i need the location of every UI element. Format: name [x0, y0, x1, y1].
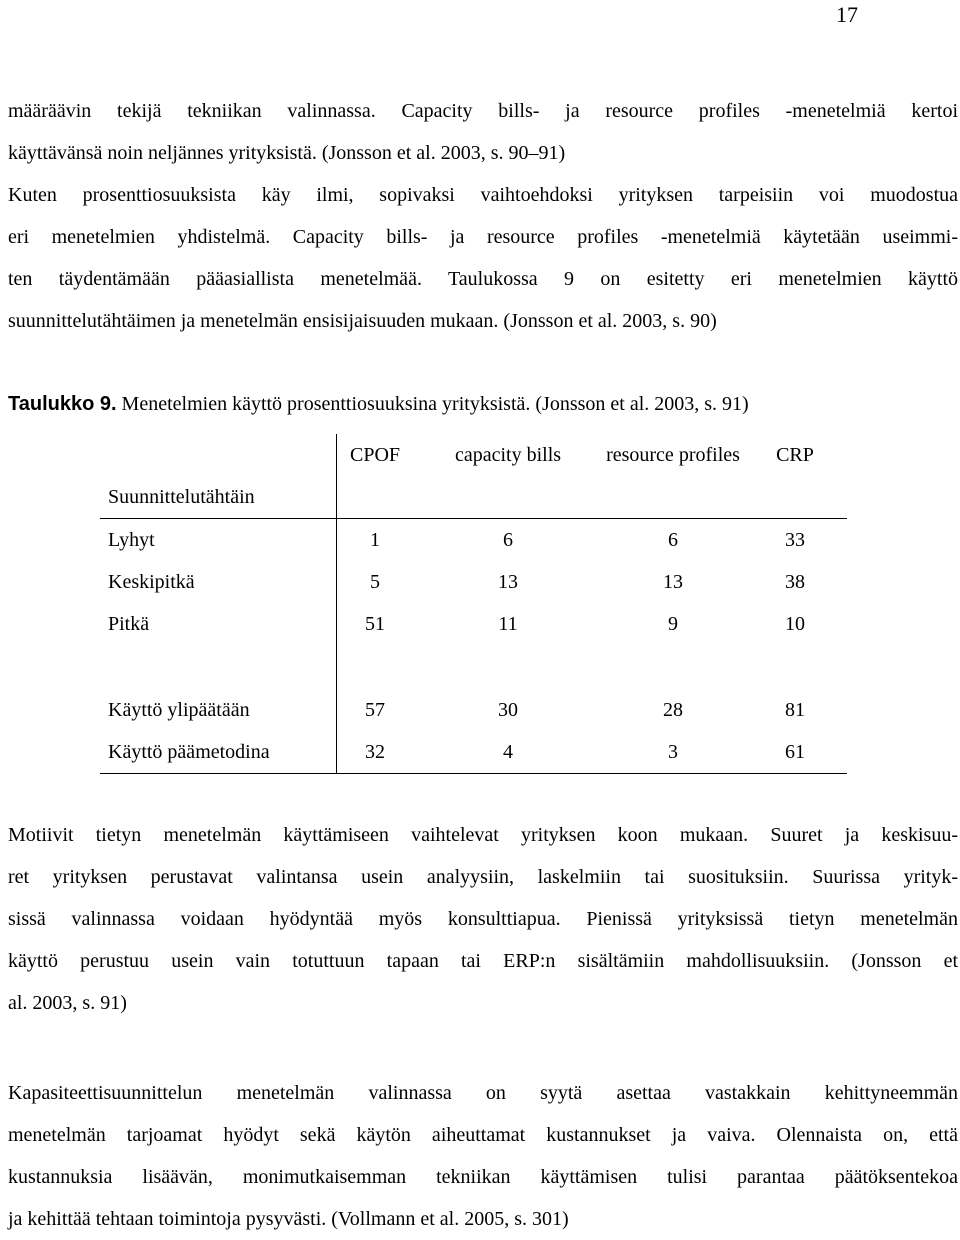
column-header: CPOF [349, 443, 401, 466]
data-table [100, 434, 847, 774]
table-cell: 28 [663, 698, 683, 721]
column-header: resource profiles [606, 443, 740, 466]
row-label: Käyttö ylipäätään [100, 689, 337, 731]
table-cell: 11 [498, 612, 518, 635]
row-label: Lyhyt [100, 519, 337, 562]
paragraph-line: ret yrityksen perustavat valintansa usein analyysiin, laskelmiin tai suosituksiin. Suurissa yrityk- [8, 866, 958, 888]
table-cell: 3 [603, 731, 743, 774]
paragraph-line: Kuten prosenttiosuuksista käy ilmi, sopivaksi vaihtoehdoksi yrityksen tarpeisiin voi muodostua [8, 184, 958, 206]
paragraph-line: käyttävänsä noin neljännes yrityksistä. (Jonsson et al. 2003, s. 90–91) [8, 142, 566, 164]
table-cell: 4 [413, 731, 603, 774]
row-header-title: Suunnittelutähtäin [100, 476, 337, 519]
table-summary-row [100, 731, 847, 774]
paragraph-3 [8, 1072, 958, 1240]
paragraph-line: eri menetelmien yhdistelmä. Capacity bills- ja resource profiles -menetelmiä käytetään useimmi- [8, 226, 958, 248]
table-caption [8, 390, 749, 418]
table-header-row [100, 434, 847, 476]
table-caption-text: Menetelmien käyttö prosenttiosuuksina yrityksistä. (Jonsson et al. 2003, s. 91) [116, 393, 749, 415]
column-header: CRP [776, 443, 814, 466]
paragraph-line: käyttö perustuu usein vain totuttuun tapaan tai ERP:n sisältämiin mahdollisuuksiin. (Jonsson et [8, 950, 958, 972]
table-cell: 6 [668, 528, 678, 551]
table-cell: 30 [498, 698, 518, 721]
table-row [100, 519, 847, 562]
table-row [100, 603, 847, 645]
table-cell: 5 [370, 570, 380, 593]
table-caption-label: Taulukko 9. [8, 393, 117, 415]
table-cell: 13 [663, 570, 683, 593]
table-cell: 61 [743, 731, 847, 774]
paragraph-line: al. 2003, s. 91) [8, 992, 127, 1014]
paragraph-line: Motiivit tietyn menetelmän käyttämiseen vaihtelevat yrityksen koon mukaan. Suuret ja keskisuu- [8, 824, 958, 846]
column-header: capacity bills [454, 443, 562, 466]
table-cell: 6 [503, 528, 513, 551]
paragraph-line: suunnittelutähtäimen ja menetelmän ensisijaisuuden mukaan. (Jonsson et al. 2003, s. 90) [8, 310, 717, 332]
table-corner [100, 434, 337, 476]
row-label: Keskipitkä [100, 561, 337, 603]
paragraph-1 [8, 90, 958, 342]
paragraph-line: Kapasiteettisuunnittelun menetelmän valinnassa on syytä asettaa vastakkain kehittyneemmän [8, 1082, 958, 1104]
table-cell: 10 [785, 612, 805, 635]
table-row [100, 561, 847, 603]
paragraph-line: ten täydentämään pääasiallista menetelmää. Taulukossa 9 on esitetty eri menetelmien käyttö [8, 268, 958, 290]
table-spacer-row [100, 645, 847, 689]
table-cell: 57 [365, 698, 385, 721]
page-number: 17 [836, 2, 858, 27]
table-summary-row [100, 689, 847, 731]
paragraph-line: sissä valinnassa voidaan hyödyntää myös konsulttiapua. Pienissä yrityksissä tietyn menetelmän [8, 908, 958, 930]
table-cell: 1 [370, 528, 380, 551]
table-cell: 51 [365, 612, 385, 635]
row-label: Käyttö päämetodina [100, 731, 337, 774]
table-cell: 32 [337, 731, 414, 774]
table-cell: 81 [785, 698, 805, 721]
paragraph-line: menetelmän tarjoamat hyödyt sekä käytön aiheuttamat kustannukset ja vaiva. Olennaista on, että [8, 1124, 958, 1146]
table-cell: 9 [668, 612, 678, 635]
table-cell: 33 [785, 528, 805, 551]
row-label: Pitkä [100, 603, 337, 645]
table-cell: 38 [785, 570, 805, 593]
table-header-row [100, 476, 847, 519]
paragraph-line: määräävin tekijä tekniikan valinnassa. Capacity bills- ja resource profiles -menetelmiä kertoi [8, 100, 958, 122]
table-cell: 13 [498, 570, 518, 593]
paragraph-2 [8, 814, 958, 1024]
paragraph-line: ja kehittää tehtaan toimintoja pysyvästi. (Vollmann et al. 2005, s. 301) [8, 1208, 569, 1230]
paragraph-line: kustannuksia lisäävän, monimutkaisemman tekniikan käyttämisen tulisi parantaa päätöksentekoa [8, 1166, 958, 1188]
